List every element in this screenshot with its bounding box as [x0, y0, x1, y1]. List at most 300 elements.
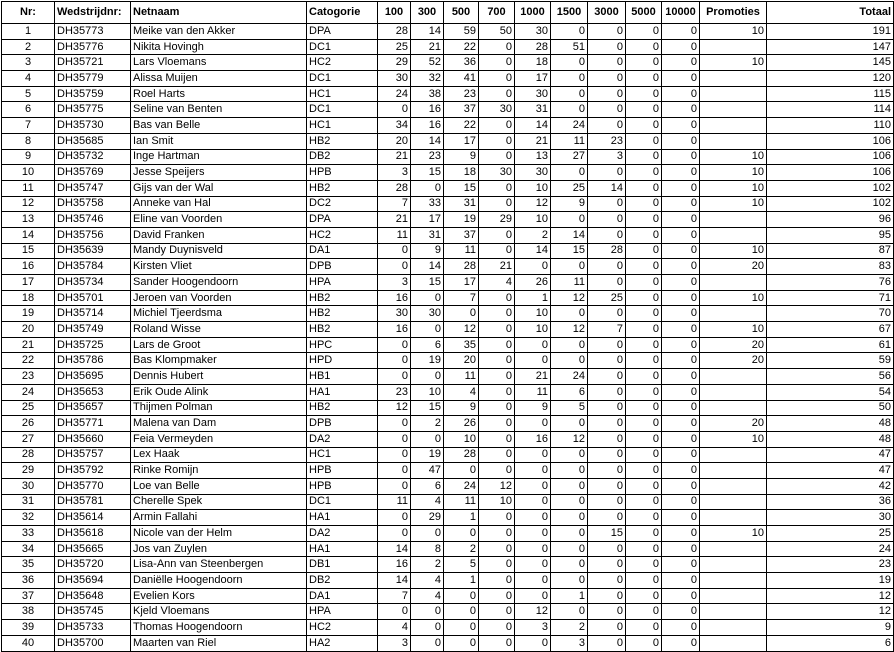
cell-nr: 4	[2, 71, 55, 87]
cell-d700: 0	[479, 573, 515, 589]
cell-d3000: 0	[588, 400, 626, 416]
cell-d10000: 0	[662, 275, 700, 291]
cell-d700: 0	[479, 526, 515, 542]
cell-promoties	[700, 71, 767, 87]
cell-d500: 24	[444, 478, 479, 494]
cell-nr: 22	[2, 353, 55, 369]
cell-promoties: 10	[700, 196, 767, 212]
cell-d700: 0	[479, 635, 515, 651]
cell-d1000: 12	[515, 604, 551, 620]
cell-promoties	[700, 133, 767, 149]
table-row	[2, 243, 894, 259]
cell-netnaam: Mandy Duynisveld	[131, 243, 307, 259]
cell-d10000: 0	[662, 431, 700, 447]
cell-catogorie: HA1	[307, 510, 378, 526]
cell-d300: 0	[411, 620, 444, 636]
cell-wedstrijdnr: DH35695	[55, 369, 131, 385]
cell-d3000: 7	[588, 322, 626, 338]
cell-d10000: 0	[662, 400, 700, 416]
cell-d700: 0	[479, 337, 515, 353]
cell-netnaam: Roel Harts	[131, 86, 307, 102]
cell-d700: 0	[479, 431, 515, 447]
cell-netnaam: Jesse Speijers	[131, 165, 307, 181]
cell-d5000: 0	[626, 180, 662, 196]
cell-d1000: 30	[515, 86, 551, 102]
cell-d700: 0	[479, 353, 515, 369]
cell-catogorie: DC1	[307, 71, 378, 87]
cell-d1500: 0	[551, 526, 588, 542]
cell-d300: 19	[411, 447, 444, 463]
cell-d700: 50	[479, 24, 515, 40]
cell-d5000: 0	[626, 400, 662, 416]
cell-d100: 11	[378, 494, 411, 510]
cell-nr: 20	[2, 322, 55, 338]
cell-d100: 4	[378, 620, 411, 636]
cell-wedstrijdnr: DH35770	[55, 478, 131, 494]
cell-d300: 0	[411, 526, 444, 542]
cell-d1500: 25	[551, 180, 588, 196]
cell-d10000: 0	[662, 588, 700, 604]
cell-wedstrijdnr: DH35721	[55, 55, 131, 71]
cell-netnaam: Bas van Belle	[131, 118, 307, 134]
table-row	[2, 635, 894, 651]
header-d1000: 1000	[515, 2, 551, 24]
table-row	[2, 463, 894, 479]
cell-catogorie: HPB	[307, 463, 378, 479]
cell-catogorie: HPB	[307, 478, 378, 494]
cell-promoties: 10	[700, 24, 767, 40]
cell-wedstrijdnr: DH35769	[55, 165, 131, 181]
cell-netnaam: Maarten van Riel	[131, 635, 307, 651]
cell-d3000: 25	[588, 290, 626, 306]
cell-d100: 24	[378, 86, 411, 102]
cell-d700: 0	[479, 86, 515, 102]
cell-d3000: 0	[588, 588, 626, 604]
cell-d1500: 0	[551, 306, 588, 322]
cell-totaal: 54	[767, 384, 894, 400]
cell-netnaam: Sander Hoogendoorn	[131, 275, 307, 291]
cell-d10000: 0	[662, 604, 700, 620]
cell-d500: 59	[444, 24, 479, 40]
cell-d100: 11	[378, 227, 411, 243]
cell-totaal: 95	[767, 227, 894, 243]
cell-d100: 0	[378, 102, 411, 118]
cell-d10000: 0	[662, 635, 700, 651]
cell-d1500: 0	[551, 102, 588, 118]
cell-nr: 36	[2, 573, 55, 589]
cell-d1500: 0	[551, 573, 588, 589]
cell-catogorie: DB1	[307, 557, 378, 573]
cell-netnaam: Jeroen van Voorden	[131, 290, 307, 306]
cell-netnaam: Ian Smit	[131, 133, 307, 149]
cell-d3000: 0	[588, 384, 626, 400]
cell-wedstrijdnr: DH35732	[55, 149, 131, 165]
header-d10000: 10000	[662, 2, 700, 24]
cell-d5000: 0	[626, 588, 662, 604]
cell-d300: 23	[411, 149, 444, 165]
cell-d10000: 0	[662, 24, 700, 40]
cell-wedstrijdnr: DH35653	[55, 384, 131, 400]
cell-d100: 7	[378, 588, 411, 604]
cell-d500: 11	[444, 243, 479, 259]
cell-d10000: 0	[662, 620, 700, 636]
cell-d1000: 0	[515, 510, 551, 526]
cell-d10000: 0	[662, 526, 700, 542]
table-row	[2, 149, 894, 165]
cell-d10000: 0	[662, 71, 700, 87]
cell-d100: 20	[378, 133, 411, 149]
cell-wedstrijdnr: DH35773	[55, 24, 131, 40]
cell-d5000: 0	[626, 86, 662, 102]
cell-d10000: 0	[662, 322, 700, 338]
cell-d10000: 0	[662, 39, 700, 55]
table-row	[2, 180, 894, 196]
cell-wedstrijdnr: DH35756	[55, 227, 131, 243]
cell-d1000: 11	[515, 384, 551, 400]
cell-d500: 5	[444, 557, 479, 573]
cell-d10000: 0	[662, 416, 700, 432]
cell-d5000: 0	[626, 384, 662, 400]
cell-wedstrijdnr: DH35694	[55, 573, 131, 589]
table-row	[2, 290, 894, 306]
cell-netnaam: Daniëlle Hoogendoorn	[131, 573, 307, 589]
cell-d3000: 0	[588, 39, 626, 55]
cell-netnaam: Evelien Kors	[131, 588, 307, 604]
cell-nr: 3	[2, 55, 55, 71]
header-totaal: Totaal	[767, 2, 894, 24]
cell-d3000: 0	[588, 353, 626, 369]
cell-d500: 22	[444, 39, 479, 55]
cell-d500: 31	[444, 196, 479, 212]
cell-d10000: 0	[662, 510, 700, 526]
cell-promoties	[700, 604, 767, 620]
cell-d5000: 0	[626, 416, 662, 432]
table-row	[2, 353, 894, 369]
table-row	[2, 133, 894, 149]
cell-promoties	[700, 39, 767, 55]
cell-d10000: 0	[662, 353, 700, 369]
cell-catogorie: DPA	[307, 212, 378, 228]
cell-d700: 0	[479, 39, 515, 55]
cell-d3000: 0	[588, 337, 626, 353]
cell-d5000: 0	[626, 275, 662, 291]
cell-netnaam: Kjeld Vloemans	[131, 604, 307, 620]
cell-promoties	[700, 369, 767, 385]
table-row	[2, 557, 894, 573]
cell-d5000: 0	[626, 604, 662, 620]
table-row	[2, 588, 894, 604]
cell-d1500: 24	[551, 118, 588, 134]
cell-d1500: 0	[551, 353, 588, 369]
cell-d3000: 0	[588, 431, 626, 447]
cell-wedstrijdnr: DH35759	[55, 86, 131, 102]
cell-promoties	[700, 541, 767, 557]
cell-d100: 14	[378, 541, 411, 557]
cell-catogorie: HC2	[307, 227, 378, 243]
cell-d10000: 0	[662, 337, 700, 353]
cell-totaal: 145	[767, 55, 894, 71]
cell-wedstrijdnr: DH35786	[55, 353, 131, 369]
cell-nr: 24	[2, 384, 55, 400]
cell-catogorie: HPB	[307, 165, 378, 181]
table-row	[2, 510, 894, 526]
cell-d10000: 0	[662, 447, 700, 463]
cell-d1500: 0	[551, 337, 588, 353]
cell-d300: 47	[411, 463, 444, 479]
cell-d5000: 0	[626, 353, 662, 369]
cell-d100: 3	[378, 275, 411, 291]
cell-d500: 1	[444, 573, 479, 589]
table-row	[2, 620, 894, 636]
cell-d3000: 0	[588, 55, 626, 71]
cell-wedstrijdnr: DH35730	[55, 118, 131, 134]
cell-d300: 29	[411, 510, 444, 526]
cell-d1500: 0	[551, 463, 588, 479]
cell-wedstrijdnr: DH35665	[55, 541, 131, 557]
cell-netnaam: Loe van Belle	[131, 478, 307, 494]
table-row	[2, 541, 894, 557]
cell-d500: 19	[444, 212, 479, 228]
cell-promoties	[700, 478, 767, 494]
cell-d3000: 0	[588, 557, 626, 573]
cell-nr: 32	[2, 510, 55, 526]
cell-wedstrijdnr: DH35757	[55, 447, 131, 463]
cell-catogorie: HA1	[307, 541, 378, 557]
cell-d5000: 0	[626, 196, 662, 212]
cell-d1500: 12	[551, 290, 588, 306]
header-d700: 700	[479, 2, 515, 24]
cell-d100: 28	[378, 24, 411, 40]
cell-d1000: 0	[515, 463, 551, 479]
cell-d1000: 0	[515, 526, 551, 542]
cell-promoties	[700, 588, 767, 604]
cell-d500: 0	[444, 604, 479, 620]
cell-d100: 0	[378, 353, 411, 369]
cell-d100: 0	[378, 463, 411, 479]
cell-d5000: 0	[626, 494, 662, 510]
cell-d1000: 18	[515, 55, 551, 71]
cell-totaal: 71	[767, 290, 894, 306]
cell-promoties: 10	[700, 431, 767, 447]
cell-wedstrijdnr: DH35700	[55, 635, 131, 651]
cell-d10000: 0	[662, 478, 700, 494]
cell-netnaam: Thijmen Polman	[131, 400, 307, 416]
cell-nr: 14	[2, 227, 55, 243]
cell-d300: 8	[411, 541, 444, 557]
cell-nr: 8	[2, 133, 55, 149]
cell-d10000: 0	[662, 290, 700, 306]
cell-wedstrijdnr: DH35657	[55, 400, 131, 416]
cell-promoties	[700, 384, 767, 400]
cell-catogorie: HB2	[307, 306, 378, 322]
cell-d1000: 3	[515, 620, 551, 636]
cell-d1000: 31	[515, 102, 551, 118]
cell-promoties	[700, 494, 767, 510]
cell-d3000: 28	[588, 243, 626, 259]
cell-catogorie: DA1	[307, 588, 378, 604]
cell-d1000: 10	[515, 322, 551, 338]
cell-d10000: 0	[662, 86, 700, 102]
cell-netnaam: Roland Wisse	[131, 322, 307, 338]
cell-d3000: 0	[588, 463, 626, 479]
cell-d5000: 0	[626, 478, 662, 494]
cell-d3000: 0	[588, 86, 626, 102]
cell-d1500: 0	[551, 447, 588, 463]
cell-nr: 2	[2, 39, 55, 55]
cell-d1000: 0	[515, 635, 551, 651]
cell-d5000: 0	[626, 149, 662, 165]
cell-d1500: 0	[551, 24, 588, 40]
cell-totaal: 67	[767, 322, 894, 338]
cell-totaal: 50	[767, 400, 894, 416]
cell-d1000: 0	[515, 337, 551, 353]
cell-d3000: 14	[588, 180, 626, 196]
cell-totaal: 61	[767, 337, 894, 353]
cell-d3000: 0	[588, 541, 626, 557]
cell-nr: 33	[2, 526, 55, 542]
cell-totaal: 106	[767, 165, 894, 181]
table-row	[2, 102, 894, 118]
cell-netnaam: Lex Haak	[131, 447, 307, 463]
cell-d1500: 0	[551, 212, 588, 228]
cell-d100: 21	[378, 212, 411, 228]
table-row	[2, 196, 894, 212]
cell-d700: 10	[479, 494, 515, 510]
table-row	[2, 494, 894, 510]
cell-netnaam: Erik Oude Alink	[131, 384, 307, 400]
cell-d5000: 0	[626, 165, 662, 181]
header-nr: Nr:	[2, 2, 55, 24]
cell-d500: 0	[444, 588, 479, 604]
cell-d5000: 0	[626, 573, 662, 589]
cell-nr: 26	[2, 416, 55, 432]
cell-d3000: 0	[588, 306, 626, 322]
cell-catogorie: HB1	[307, 369, 378, 385]
cell-d5000: 0	[626, 541, 662, 557]
cell-d300: 52	[411, 55, 444, 71]
cell-d3000: 0	[588, 227, 626, 243]
cell-d500: 37	[444, 227, 479, 243]
cell-totaal: 42	[767, 478, 894, 494]
cell-catogorie: HC1	[307, 86, 378, 102]
cell-d300: 19	[411, 353, 444, 369]
table-row	[2, 227, 894, 243]
cell-d500: 35	[444, 337, 479, 353]
table-row	[2, 71, 894, 87]
cell-d300: 9	[411, 243, 444, 259]
header-netnaam: Netnaam	[131, 2, 307, 24]
cell-d700: 0	[479, 510, 515, 526]
cell-promoties	[700, 447, 767, 463]
cell-d1000: 21	[515, 369, 551, 385]
cell-nr: 1	[2, 24, 55, 40]
table-row	[2, 447, 894, 463]
cell-totaal: 30	[767, 510, 894, 526]
cell-d700: 0	[479, 384, 515, 400]
cell-d700: 0	[479, 400, 515, 416]
table-row	[2, 526, 894, 542]
cell-d300: 14	[411, 133, 444, 149]
cell-totaal: 114	[767, 102, 894, 118]
cell-d1000: 2	[515, 227, 551, 243]
cell-d700: 30	[479, 102, 515, 118]
cell-d500: 18	[444, 165, 479, 181]
cell-d100: 16	[378, 290, 411, 306]
cell-d5000: 0	[626, 118, 662, 134]
cell-d700: 0	[479, 306, 515, 322]
cell-netnaam: Malena van Dam	[131, 416, 307, 432]
cell-d700: 0	[479, 557, 515, 573]
cell-d300: 14	[411, 24, 444, 40]
cell-d3000: 0	[588, 494, 626, 510]
cell-d300: 6	[411, 337, 444, 353]
cell-wedstrijdnr: DH35685	[55, 133, 131, 149]
cell-d1000: 0	[515, 353, 551, 369]
cell-d500: 9	[444, 400, 479, 416]
cell-totaal: 147	[767, 39, 894, 55]
cell-d1000: 9	[515, 400, 551, 416]
cell-wedstrijdnr: DH35771	[55, 416, 131, 432]
cell-catogorie: HPD	[307, 353, 378, 369]
cell-d100: 3	[378, 165, 411, 181]
cell-totaal: 59	[767, 353, 894, 369]
cell-d1500: 27	[551, 149, 588, 165]
cell-wedstrijdnr: DH35734	[55, 275, 131, 291]
cell-d500: 0	[444, 306, 479, 322]
cell-promoties: 10	[700, 180, 767, 196]
cell-d300: 2	[411, 416, 444, 432]
cell-netnaam: Bas Klompmaker	[131, 353, 307, 369]
cell-catogorie: DC1	[307, 39, 378, 55]
cell-d3000: 0	[588, 635, 626, 651]
cell-d700: 0	[479, 620, 515, 636]
cell-d300: 0	[411, 180, 444, 196]
cell-nr: 18	[2, 290, 55, 306]
cell-totaal: 6	[767, 635, 894, 651]
cell-netnaam: Nicole van der Helm	[131, 526, 307, 542]
cell-totaal: 47	[767, 447, 894, 463]
cell-d500: 1	[444, 510, 479, 526]
cell-d1000: 1	[515, 290, 551, 306]
cell-d5000: 0	[626, 322, 662, 338]
cell-d1000: 14	[515, 118, 551, 134]
cell-d500: 0	[444, 635, 479, 651]
cell-d500: 2	[444, 541, 479, 557]
cell-promoties	[700, 118, 767, 134]
cell-d3000: 0	[588, 259, 626, 275]
cell-d3000: 0	[588, 102, 626, 118]
cell-totaal: 96	[767, 212, 894, 228]
table-row	[2, 55, 894, 71]
cell-d500: 4	[444, 384, 479, 400]
cell-d3000: 3	[588, 149, 626, 165]
cell-d5000: 0	[626, 431, 662, 447]
cell-d3000: 0	[588, 510, 626, 526]
table-row	[2, 118, 894, 134]
cell-d1500: 5	[551, 400, 588, 416]
cell-d5000: 0	[626, 635, 662, 651]
cell-d700: 0	[479, 149, 515, 165]
cell-d1500: 0	[551, 165, 588, 181]
cell-d1500: 11	[551, 133, 588, 149]
table-row	[2, 573, 894, 589]
cell-netnaam: Alissa Muijen	[131, 71, 307, 87]
cell-d1500: 2	[551, 620, 588, 636]
cell-d700: 0	[479, 118, 515, 134]
cell-d1500: 24	[551, 369, 588, 385]
cell-d3000: 0	[588, 275, 626, 291]
cell-d1500: 0	[551, 55, 588, 71]
